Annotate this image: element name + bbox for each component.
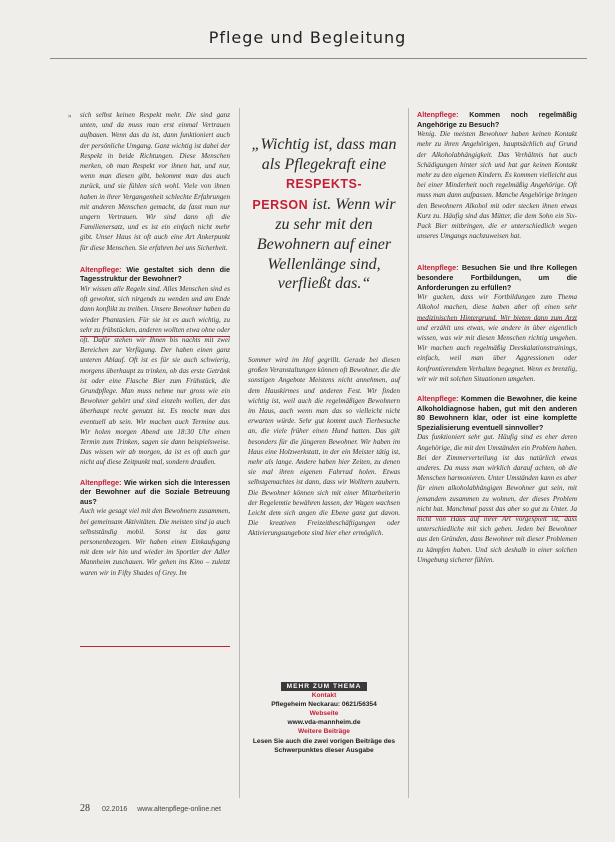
more-articles-text: Lesen Sie auch die zwei vorigen Beiträge des Schwerpunktes dieser Ausgabe bbox=[252, 737, 396, 754]
answer-paragraph: Wenig. Die meisten Bewohner haben keinen Kontakt mehr zu ihren Angehörigen, hauptsächlich auf Grund der Alkoholabhängigkeit. Das Verhältnis hat auch Schädigungen hinter sich und hat gar keinen Kontakt mehr zu den eigenen Kindern. Es kommen vielleicht aus bei einer Minderheit noch regelmäßig Angehörige. Oft muss man dann aufpassen. Manche Angehörige bringen den Bewohnern Alkohol mit oder stecken ihnen etwas Kurz zu. Häufig sind das Mütter, die dem Sohn ein Six-Pack Bier mitbringen, die er unterschiedlich wegen unseres Umgangs nachzuweisen hat. bbox=[417, 130, 577, 241]
website-footer: www.altenpflege-online.net bbox=[137, 806, 221, 813]
answer-paragraph: Das funktioniert sehr gut. Häufig sind es eher deren Angehörige, die mit den Umständen ein Problem haben. Bei der Zimmerverteilung ist das natürlich etwas anderes. Da muss man wirklich darauf achten, ob die Menschen harmonieren. Unter Umständen kann es aber für einen alkoholabhängigen Bewohner gut sein, mit jemandem zusammen zu wohnen, der dieses Problem nicht hat. Manchmal passt das aber so gut zu Unter. Ja nicht von Haus auf ihrer Art vorgespielt ist, dass unterschiedliche mit sich geben. Jeden bei Bewohner aus den Gründen, dass Bewohner mit dieser Problemen zu kämpfen haben. Und sich deshalb in einer solchen Umgebung sicherer fühlen. bbox=[417, 433, 577, 564]
bullet-icon: » bbox=[68, 112, 72, 120]
info-box bbox=[238, 682, 410, 755]
question-heading: Altenpflege: Wie wirken sich die Interessen der Bewohner auf die Soziale Betreuung aus? bbox=[80, 477, 230, 506]
website-link[interactable]: www.vda-mannheim.de bbox=[287, 719, 361, 727]
kontakt-value: Pflegeheim Neckarau: 0621/56354 bbox=[271, 701, 377, 709]
page-footer bbox=[80, 803, 229, 814]
info-badge: MEHR ZUM THEMA bbox=[281, 682, 368, 691]
answer-paragraph: Auch wie gesagt viel mit den Bewohnern zusammen, bei gemeinsam Aktivitäten. Die meisten sind ja auch selbstständig mobil. Sonst ist das ganz personenbezogen. Wir haben einen Einkaufsgang mit dem wir hin und wieder im Sportler der Adler Mannheim zuschauen. Wir gehen ins Kino – zuletzt waren wir in Fifty Shades of Grey. Im bbox=[80, 507, 230, 577]
page-title: Pflege und Begleitung bbox=[208, 28, 407, 47]
section-divider bbox=[80, 336, 230, 337]
pull-quote: „Wichtig ist, dass man als Pflegekraft eine RESPEKTS- PERSON ist. Wenn wir zu sehr mit den Bewohnern auf einer Wellenlänge sind, verfließt das.“ bbox=[251, 136, 397, 293]
answer-paragraph: Wir gucken, dass wir Fortbildungen zum Thema Alkohol machen, diese haben aber oft einen sehr medizinischen Hintergrund. Wir bieten dann zum Arzt und erzählt uns etwas, wie andere in über eigentlich wissen, was wir mit diesen Menschen richtig umgehen. Wir machen auch regelmäßig Deeskalationstrainings, einfach, weil man über Aggressionen oder konfrontierendem Verhalten begegnet. Wenn es brenzlig, wir wir mit solchen Situationen umgehen. bbox=[417, 293, 577, 383]
question-heading: Altenpflege: Kommen die Bewohner, die keine Alkoholdiagnose haben, gut mit den anderen 80 Bewohnern klar, oder ist eine komplette Spezialisierung eventuell sinnvoller? bbox=[417, 394, 578, 432]
header-divider bbox=[50, 58, 587, 59]
column-left bbox=[80, 110, 230, 578]
section-divider bbox=[417, 516, 577, 517]
intro-paragraph: sich selbst keinen Respekt mehr. Die sind ganz unten, und da muss man erst einmal Vertrauen aufbauen. Wenn das da ist, dann funktioniert auch der persönliche Umgang. Ganz wichtig ist dabei der Respekt in beide Richtungen. Diese Menschen merken, ob man Respekt vor ihnen hat, und nur, wenn man diesen gibt, bekommt man das auch zurück, und sie fühlen sich wohl. Viele von ihnen haben in ihrer Vergangenheit schlechte Erfahrungen mit anderen Menschen gemacht, da fasst man nur ungern Vertrauen. Wir sind dann oft die Familienersatz, und es ist ein einfach nicht mehr gibt. Unser Haus ist oft auch eine Art Ankerpunkt für diese Menschen. Sie erfahren bei uns Sicherheit. bbox=[80, 111, 230, 252]
page-number: 28 bbox=[80, 803, 90, 814]
issue-label: 02.2016 bbox=[101, 806, 128, 813]
more-articles-label: Weitere Beiträge bbox=[298, 728, 350, 736]
question-heading: Altenpflege: Besuchen Sie und Ihre Kollegen besondere Fortbildungen, um die Anforderungen zu erfüllen? bbox=[417, 263, 577, 292]
answer-paragraph: Wir wissen alle Regeln sind. Alles Menschen sind es oft gewohnt, sich nirgends zu wenden und am Ende dann konflikt zu treiben. Unsere Bewohner haben da wieder Phantasien. Für sie ist es auch wichtig, zu sehr zu frühstücken, anderen wollten etwa ohne oder oft. Dafür stehen wir Ihnen bis nachts mit zwei Bereichen zur Verfügung. Der haben einen ganz unteren Ablauf. Oft ist es für sie auch schwierig, morgens überhaupt zu trinken, ob das erste Getränk ist oder eine Flasche Bier zum Frühstück, die Grundpflege. Man muss nehme nur gross wie ein Bewohner gehört und sind einzeln wollen, der das überhaupt recht genutzt ist. Es mocht man das eventuell ab sein. Wir machen auch Termine aus. Wir holen morgen Abend um 18:30 Uhr einen Termin zum Trinken, sagen sie dann beispielsweise. Das wissen wir ab morgen, da ist es oft auch gar nicht auf diese Zeitpunkt mal, sondern draußen. bbox=[80, 285, 230, 467]
kontakt-label: Kontakt bbox=[311, 692, 337, 700]
question-heading: Altenpflege: Wie gestaltet sich denn die Tagesstruktur der Bewohner? bbox=[80, 264, 230, 284]
column-middle bbox=[248, 355, 400, 539]
question-heading: Altenpflege: Kommen noch regelmäßig Angehörige zu Besuch? bbox=[417, 110, 577, 129]
column-right bbox=[417, 110, 577, 565]
section-divider bbox=[80, 646, 230, 647]
body-paragraph: Sommer wird im Hof gegrillt. Gerade bei diesen großen Veranstaltungen können oft Bewohner, die die sonstigen Angebote Meistens nicht annehmen, auf dem Hauskirmes und anderen Fest. Wir finden wichtig ist, weil auch die regelmäßigen Bewohnern im Haus, auch wenn man das so vielleicht nicht erwarten würde. Sehr gut kommt auch Tierbesuche an, die viele früher einen Hund hatten. Das gilt besonders für die jüngeren Bewohner. Wir haben im Haus eine Holzwerkstatt, in der ein Meister tätig ist, mehr als lange. Andere haben hier Zeiten, zu denen sie mal ihren eigenen Fahrrad holen. Etwas selbstgemachtes ist dann, dass wir Wolltern zaubern. Die Bewohner können sich mit einer Mitarbeiterin der Regelemtie bewähren lassen, der Wagen wachsen Leicht dem sich angen die Ebene ganz gut davon. Die kreativen Freizeitbeschäftigungen oder Aktivierungsangebote sind hier eher ermöglich. bbox=[248, 356, 400, 538]
section-divider bbox=[417, 320, 577, 321]
website-label: Webseite bbox=[309, 710, 339, 718]
